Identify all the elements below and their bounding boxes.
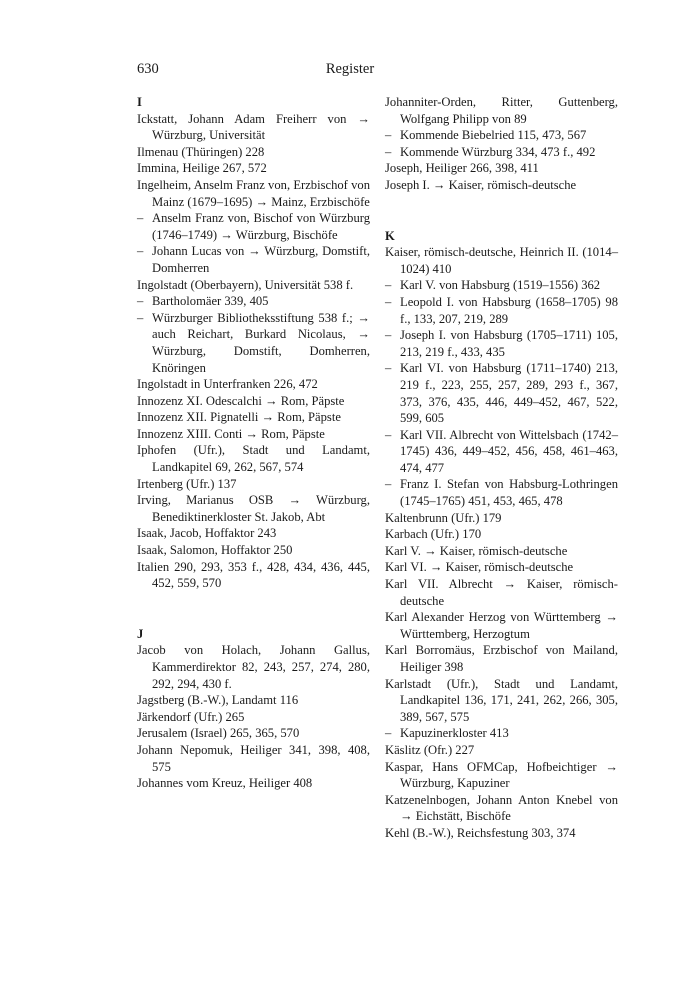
index-entry: Kaltenbrunn (Ufr.) 179 — [385, 510, 502, 525]
index-entry: Karlstadt (Ufr.), Stadt und Landamt, Landkapitel 136, 171, 241, 262, 266, 305, 389, 567, 575 — [385, 676, 618, 724]
index-subentry: – Würzburger Bibliotheksstiftung 538 f.; → auch Reichart, Burkard Nicolaus, → Würzburg, Domstift, Domherren, Knöringen — [137, 310, 370, 376]
section-letter: I — [137, 95, 142, 109]
index-entry: Irtenberg (Ufr.) 137 — [137, 476, 237, 491]
index-entry: Katzenelnbogen, Johann Anton Knebel von → Eichstätt, Bischöfe — [385, 792, 618, 824]
index-subentry: – Anselm Franz von, Bischof von Würzburg (1746–1749) → Würzburg, Bischöfe — [137, 210, 370, 243]
section-gap — [137, 592, 370, 626]
index-entry: Käslitz (Ofr.) 227 — [385, 742, 475, 757]
index-entry: Ingolstadt in Unterfranken 226, 472 — [137, 377, 318, 392]
running-head: Register — [325, 61, 375, 77]
index-subentry: – Karl VI. von Habsburg (1711–1740) 213, 219 f., 223, 255, 257, 289, 293 f., 367, 373, 376, 435, 446, 449–452, 467, 522, 599, 605 — [385, 360, 618, 426]
index-entry: Karl Alexander Herzog von Württemberg → Württemberg, Herzogtum — [385, 610, 618, 641]
index-entry: Kaspar, Hans OFMCap, Hofbeichtiger → Würzburg, Kapuziner — [385, 759, 618, 791]
index-entry: Ingolstadt (Oberbayern), Universität 538 f. — [137, 277, 354, 292]
index-entry: Jagstberg (B.-W.), Landamt 116 — [137, 693, 299, 708]
index-subentry: – Kommende Biebelried 115, 473, 567 — [385, 127, 618, 144]
index-entry: Kaiser, römisch-deutsche, Heinrich II. (1014–1024) 410 — [385, 245, 618, 276]
index-entry: Italien 290, 293, 353 f., 428, 434, 436, 445, 452, 559, 570 — [137, 559, 370, 591]
section-gap — [385, 194, 618, 228]
index-entry: Kehl (B.-W.), Reichsfestung 303, 374 — [385, 825, 576, 840]
right-column — [385, 94, 618, 842]
left-column — [137, 94, 370, 792]
index-entry: Johannes vom Kreuz, Heiliger 408 — [137, 776, 313, 791]
index-entry: Joseph, Heiliger 266, 398, 411 — [385, 161, 539, 176]
index-entry: Innozenz XIII. Conti → Rom, Päpste — [137, 426, 325, 441]
index-entry: Karbach (Ufr.) 170 — [385, 527, 482, 542]
index-subentry: – Joseph I. von Habsburg (1705–1711) 105, 213, 219 f., 433, 435 — [385, 327, 618, 360]
index-entry: Isaak, Jacob, Hoffaktor 243 — [137, 526, 277, 541]
index-entry: Johanniter-Orden, Ritter, Guttenberg, Wolfgang Philipp von 89 — [385, 95, 618, 126]
index-entry: Immina, Heilige 267, 572 — [137, 161, 267, 176]
index-entry: Ilmenau (Thüringen) 228 — [137, 144, 265, 159]
index-entry: Jacob von Holach, Johann Gallus, Kammerdirektor 82, 243, 257, 274, 280, 292, 294, 430 f. — [137, 643, 370, 691]
index-entry: Karl Borromäus, Erzbischof von Mailand, Heiliger 398 — [385, 643, 618, 674]
index-subentry: – Bartholomäer 339, 405 — [137, 293, 370, 310]
section-letter: K — [385, 228, 395, 243]
index-entry: Isaak, Salomon, Hoffaktor 250 — [137, 543, 293, 558]
index-subentry: – Karl V. von Habsburg (1519–1556) 362 — [385, 277, 618, 294]
index-entry: Irving, Marianus OSB → Würzburg, Benediktinerkloster St. Jakob, Abt — [137, 493, 370, 524]
page-number: 630 — [137, 61, 159, 77]
index-subentry: – Kommende Würzburg 334, 473 f., 492 — [385, 144, 618, 161]
index-entry: Ingelheim, Anselm Franz von, Erzbischof von Mainz (1679–1695) → Mainz, Erzbischöfe — [137, 177, 370, 209]
index-entry: Joseph I. → Kaiser, römisch-deutsche — [385, 177, 577, 192]
index-entry: Karl V. → Kaiser, römisch-deutsche — [385, 543, 568, 558]
index-entry: Iphofen (Ufr.), Stadt und Landamt, Landkapitel 69, 262, 567, 574 — [137, 443, 370, 475]
section-letter: J — [137, 626, 144, 641]
index-entry: Jerusalem (Israel) 265, 365, 570 — [137, 726, 300, 741]
index-subentry: – Leopold I. von Habsburg (1658–1705) 98 f., 133, 207, 219, 289 — [385, 294, 618, 327]
index-subentry: – Kapuzinerkloster 413 — [385, 725, 618, 742]
index-entry: Karl VII. Albrecht → Kaiser, römisch-deutsche — [385, 577, 618, 608]
index-subentry: – Johann Lucas von → Würzburg, Domstift, Domherren — [137, 243, 370, 276]
index-entry: Johann Nepomuk, Heiliger 341, 398, 408, 575 — [137, 742, 370, 774]
index-subentry: – Franz I. Stefan von Habsburg-Lothringen (1745–1765) 451, 453, 465, 478 — [385, 476, 618, 509]
index-subentry: – Karl VII. Albrecht von Wittelsbach (1742–1745) 436, 449–452, 456, 458, 461–463, 474, 477 — [385, 427, 618, 477]
index-entry: Innozenz XI. Odescalchi → Rom, Päpste — [137, 393, 345, 408]
index-entry: Innozenz XII. Pignatelli → Rom, Päpste — [137, 410, 341, 425]
index-entry: Järkendorf (Ufr.) 265 — [137, 709, 245, 724]
index-entry: Ickstatt, Johann Adam Freiherr von → Würzburg, Universität — [137, 111, 370, 143]
index-entry: Karl VI. → Kaiser, römisch-deutsche — [385, 560, 574, 575]
